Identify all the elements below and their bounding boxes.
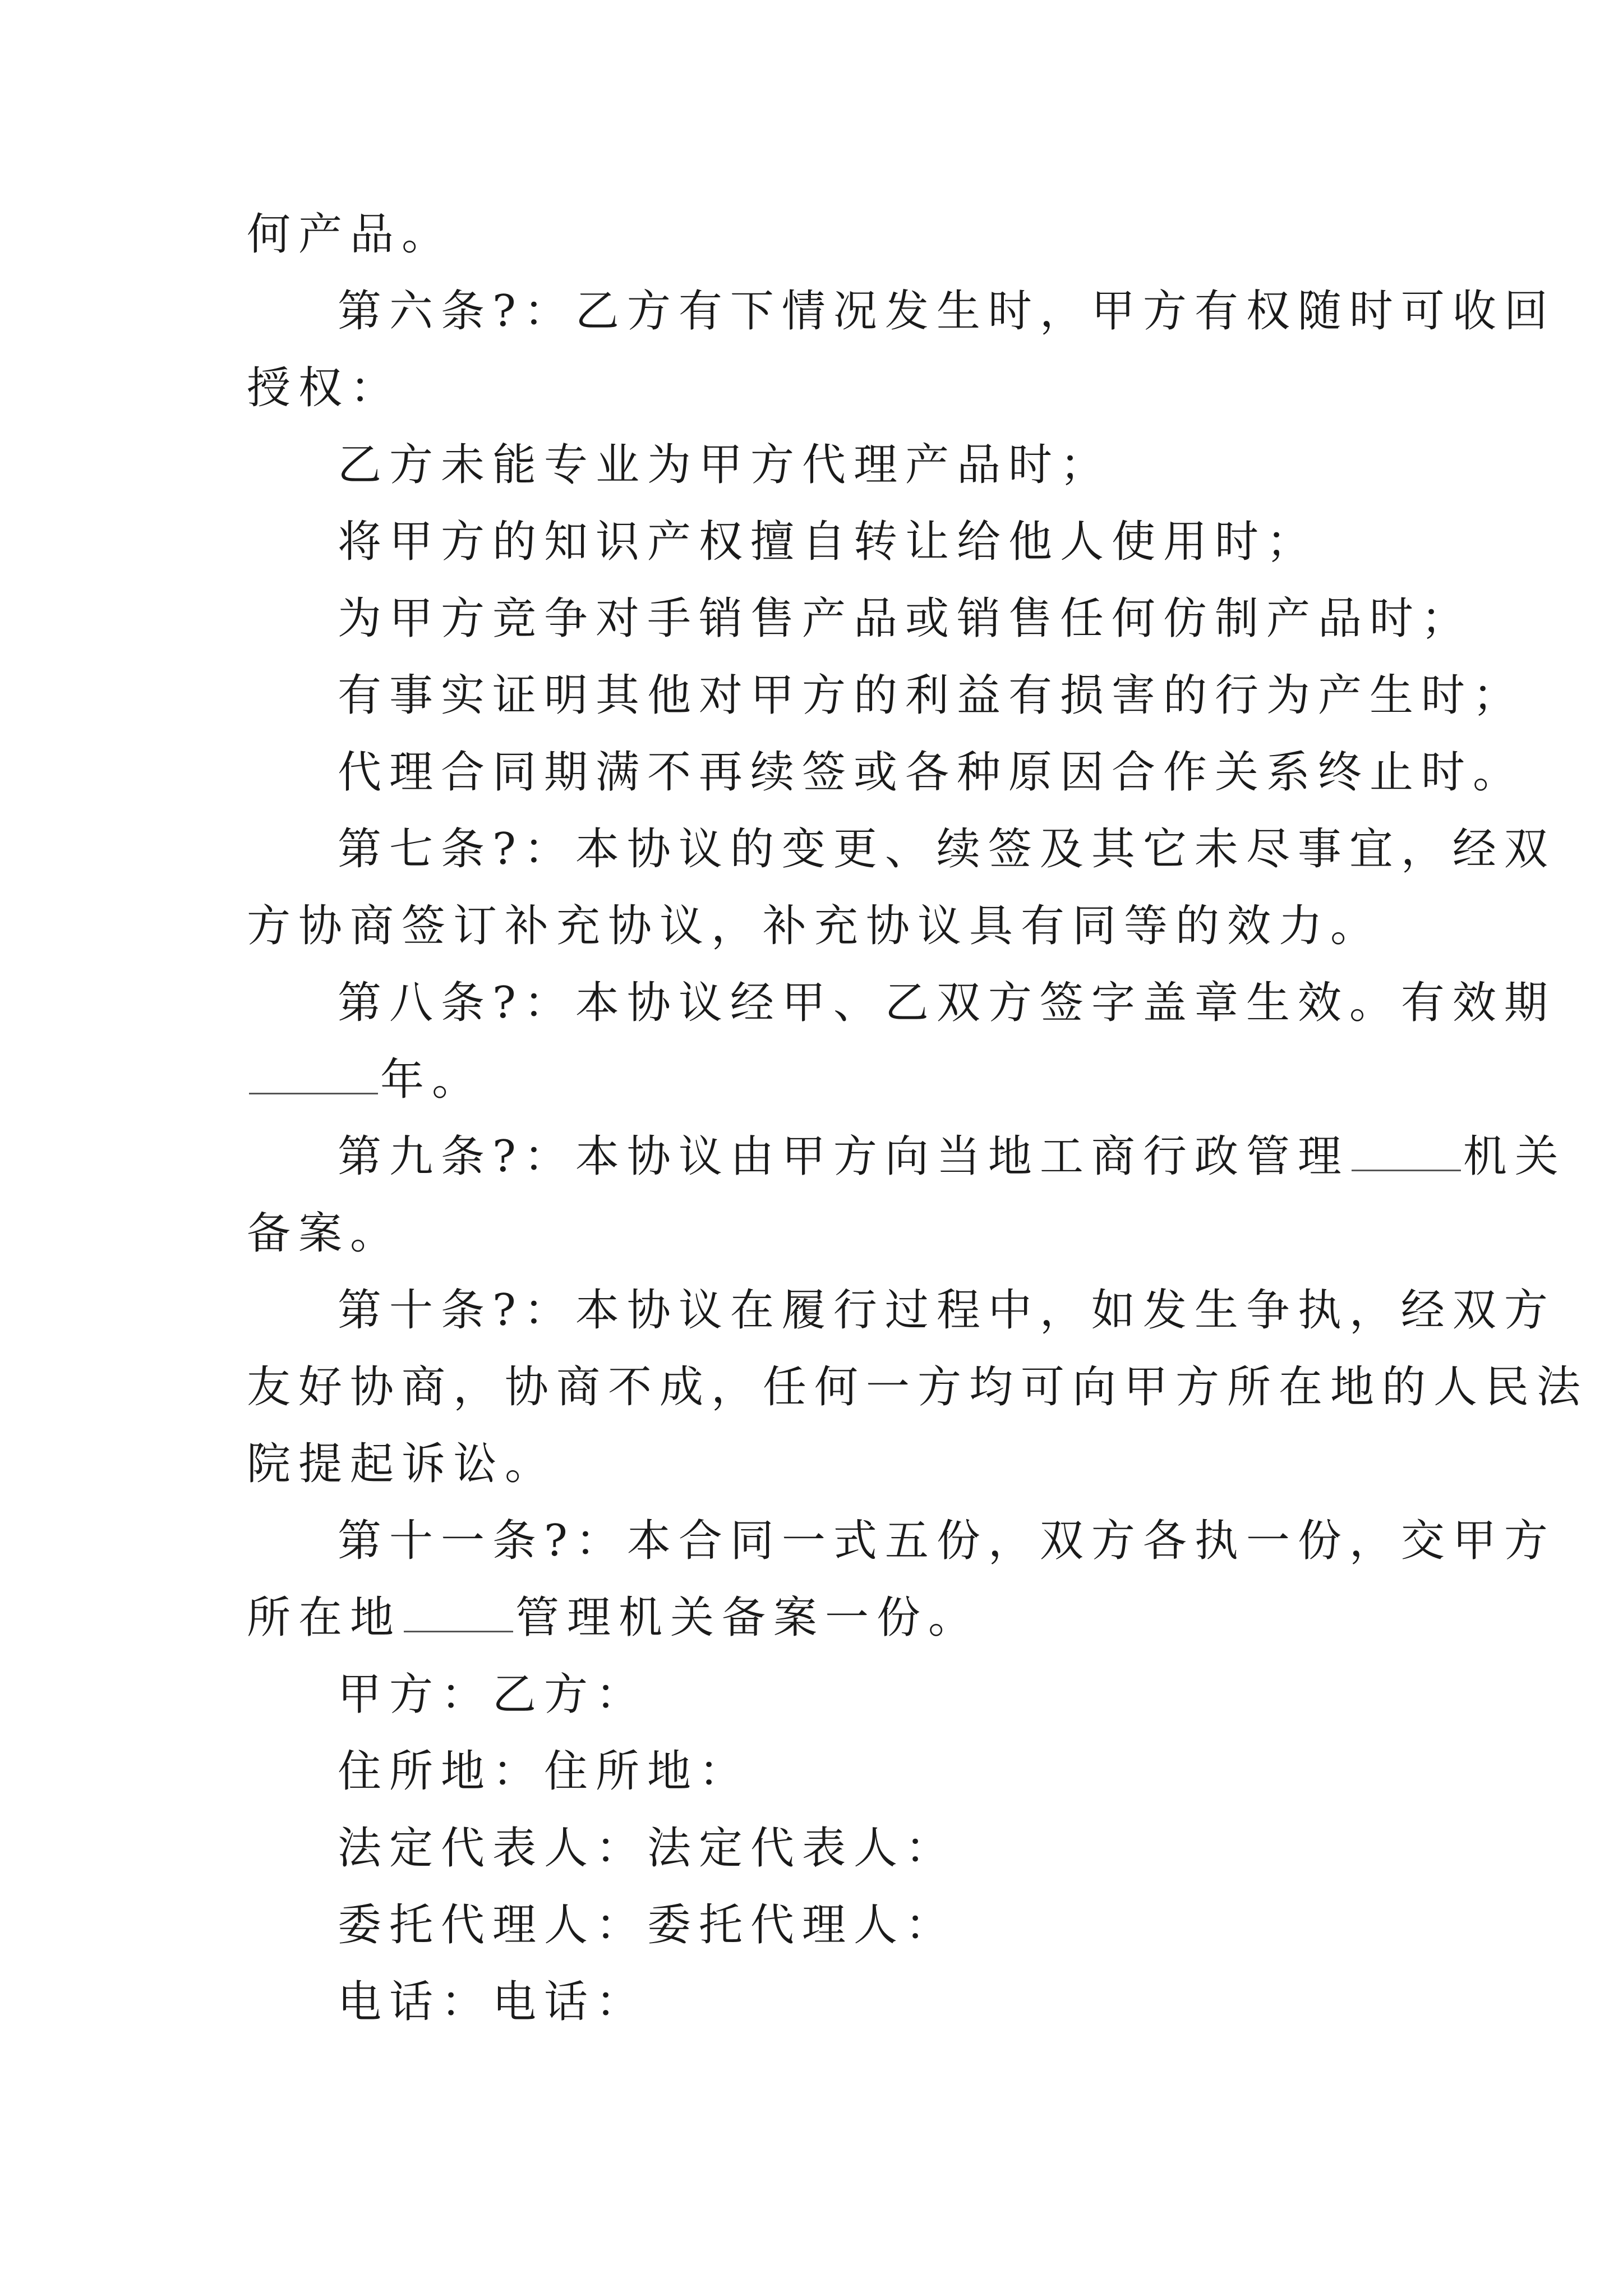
- text-segment: 管理机关备案一份。: [515, 1593, 980, 1643]
- list-item: 为甲方竞争对手销售产品或销售任何仿制产品时；: [338, 593, 1473, 644]
- article-7-heading: 第七条?：本协议的变更、续签及其它未尽事宜，经双: [338, 824, 1556, 875]
- text-line: 方协商签订补充协议，补充协议具有同等的效力。: [247, 901, 1382, 951]
- article-11-heading: 第十一条?：本合同一式五份，双方各执一份，交甲方: [338, 1516, 1556, 1566]
- signature-party: 甲方：乙方：: [338, 1669, 648, 1720]
- text-line: 授权：: [247, 363, 402, 413]
- text-segment: 机关: [1463, 1131, 1566, 1182]
- list-item: 有事实证明其他对甲方的利益有损害的行为产生时；: [338, 670, 1525, 721]
- article-9-heading: [247, 1119, 1566, 1195]
- text-segment: 年。: [380, 1055, 484, 1105]
- text-line: 院提起诉讼。: [247, 1439, 557, 1489]
- document-page: [247, 196, 1589, 2041]
- text-line: 何产品。: [247, 209, 454, 260]
- article-8-heading: 第八条?：本协议经甲、乙双方签字盖章生效。有效期: [338, 978, 1556, 1028]
- signature-agent: 委托代理人：委托代理人：: [338, 1900, 957, 1950]
- article-8-term-line: [247, 1042, 1391, 1119]
- article-10-heading: 第十条?：本协议在履行过程中，如发生争执，经双方: [338, 1285, 1556, 1336]
- signature-legal-rep: 法定代表人：法定代表人：: [338, 1823, 957, 1874]
- list-item: 代理合同期满不再续签或各种原因合作关系终止时。: [338, 747, 1525, 798]
- list-item: 乙方未能专业为甲方代理产品时；: [338, 440, 1112, 490]
- signature-phone: 电话：电话：: [338, 1977, 648, 2027]
- article-6-heading: 第六条?：乙方有下情况发生时，甲方有权随时可收回: [338, 286, 1556, 337]
- text-segment: 所在地: [247, 1593, 402, 1643]
- blank-field: [404, 1597, 513, 1632]
- article-11-filing-line: [247, 1580, 1391, 1657]
- text-line: 备案。: [247, 1208, 402, 1259]
- signature-address: 住所地：住所地：: [338, 1746, 751, 1797]
- text-line: 友好协商，协商不成，任何一方均可向甲方所在地的人民法: [247, 1362, 1589, 1412]
- blank-field: [249, 1059, 378, 1094]
- blank-field: [1352, 1136, 1461, 1171]
- text-segment: 第九条?：本协议由甲方向当地工商行政管理: [338, 1131, 1349, 1182]
- list-item: 将甲方的知识产权擅自转让给他人使用时；: [338, 517, 1318, 567]
